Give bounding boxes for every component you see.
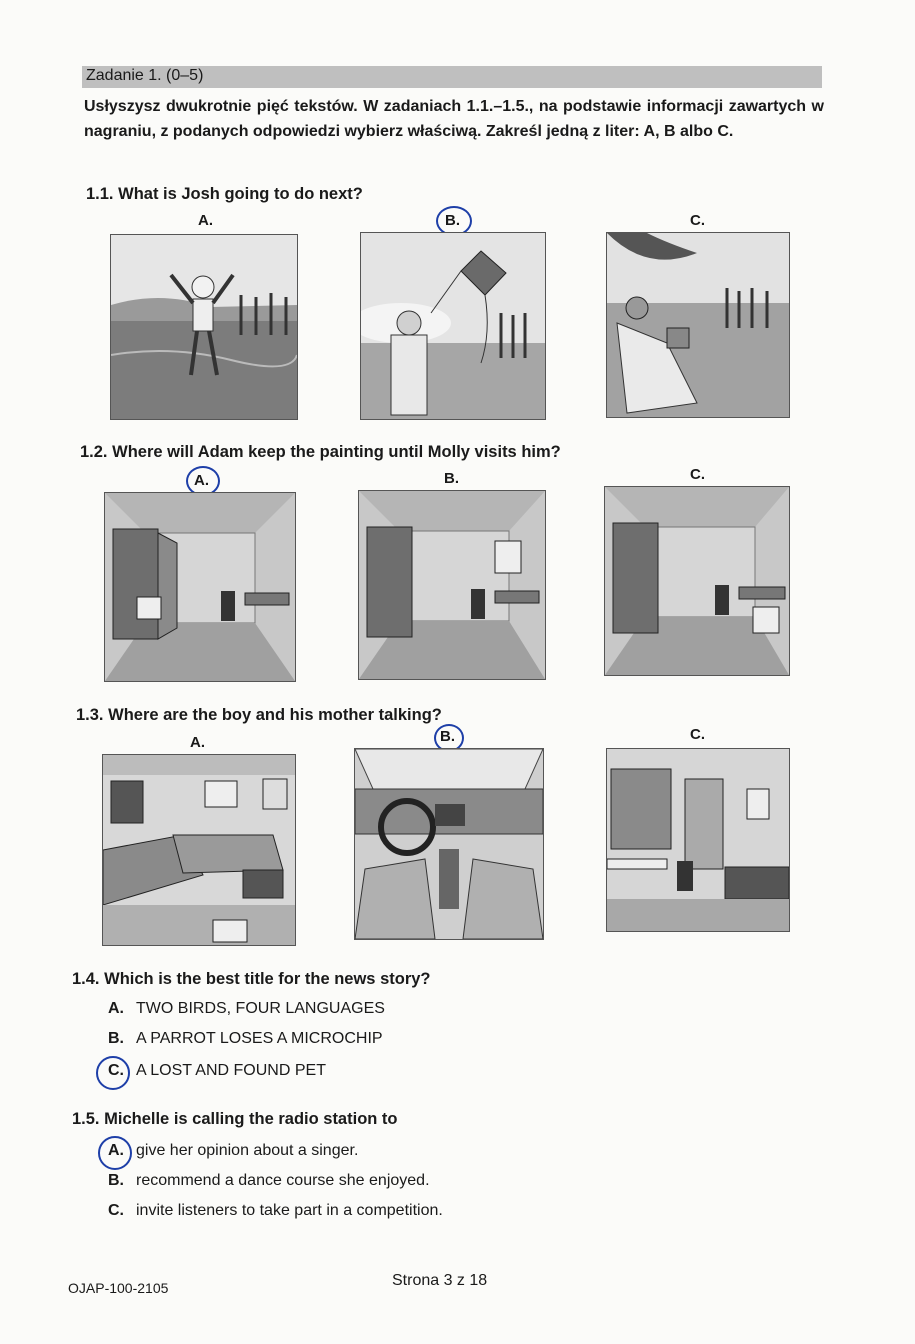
room-painting-on-wall-illustration (359, 491, 545, 679)
q1-2-picture-b[interactable] (358, 490, 546, 680)
boy-running-into-sea-illustration (111, 235, 297, 419)
q1-3-label-c[interactable]: C. (690, 726, 705, 743)
q1-3-picture-c[interactable] (606, 748, 790, 932)
task-title: Zadanie 1. (0–5) (86, 67, 204, 84)
q1-2-label-c[interactable]: C. (690, 466, 705, 483)
q1-2-label-b[interactable]: B. (444, 470, 459, 487)
q1-2-label-a[interactable]: A. (194, 472, 209, 489)
q1-2-picture-c[interactable] (604, 486, 790, 676)
q1-1-picture-a[interactable] (110, 234, 298, 420)
room-painting-under-desk-illustration (605, 487, 789, 675)
q1-3-picture-a[interactable] (102, 754, 296, 946)
room-painting-in-wardrobe-illustration (105, 493, 295, 681)
question-1-2: 1.2. Where will Adam keep the painting until Molly visits him? (80, 443, 561, 461)
bookshop-illustration (103, 755, 295, 945)
boy-reading-on-beach-chair-illustration (607, 233, 789, 417)
q1-4-answer-circle (96, 1056, 130, 1090)
q1-1-label-b[interactable]: B. (445, 212, 460, 229)
q1-3-picture-b[interactable] (354, 748, 544, 940)
q1-5-option-c[interactable]: C. invite listeners to take part in a competition. (108, 1202, 443, 1219)
q1-1-label-c[interactable]: C. (690, 212, 705, 229)
q1-1-picture-b[interactable] (360, 232, 546, 420)
q1-5-option-a[interactable]: A. give her opinion about a singer. (108, 1142, 359, 1159)
q1-4-option-b[interactable]: B. A PARROT LOSES A MICROCHIP (108, 1030, 383, 1047)
q1-3-label-a[interactable]: A. (190, 734, 205, 751)
q1-3-label-b[interactable]: B. (440, 728, 455, 745)
boy-flying-kite-illustration (361, 233, 545, 419)
q1-4-option-a[interactable]: A. TWO BIRDS, FOUR LANGUAGES (108, 1000, 385, 1017)
q1-5-option-b[interactable]: B. recommend a dance course she enjoyed. (108, 1172, 430, 1189)
question-1-4: 1.4. Which is the best title for the news story? (72, 970, 431, 988)
car-interior-illustration (355, 749, 543, 939)
bedroom-illustration (607, 749, 789, 931)
q1-5-answer-circle (98, 1136, 132, 1170)
q1-1-label-a[interactable]: A. (198, 212, 213, 229)
question-1-3: 1.3. Where are the boy and his mother talking? (76, 706, 442, 724)
q1-1-picture-c[interactable] (606, 232, 790, 418)
q1-2-picture-a[interactable] (104, 492, 296, 682)
footer-exam-code: OJAP-100-2105 (68, 1280, 169, 1296)
footer-page-number: Strona 3 z 18 (392, 1272, 488, 1289)
q1-4-option-c[interactable]: C. A LOST AND FOUND PET (108, 1062, 326, 1079)
task-instructions: Usłyszysz dwukrotnie pięć tekstów. W zadaniach 1.1.–1.5., na podstawie informacji zawartych w nagraniu, z podanych odpowiedzi wybierz właściwą. Zakreśl jedną z liter: A, B albo C. (84, 98, 824, 140)
question-1-5: 1.5. Michelle is calling the radio station to (72, 1110, 398, 1128)
question-1-1: 1.1. What is Josh going to do next? (86, 185, 363, 203)
